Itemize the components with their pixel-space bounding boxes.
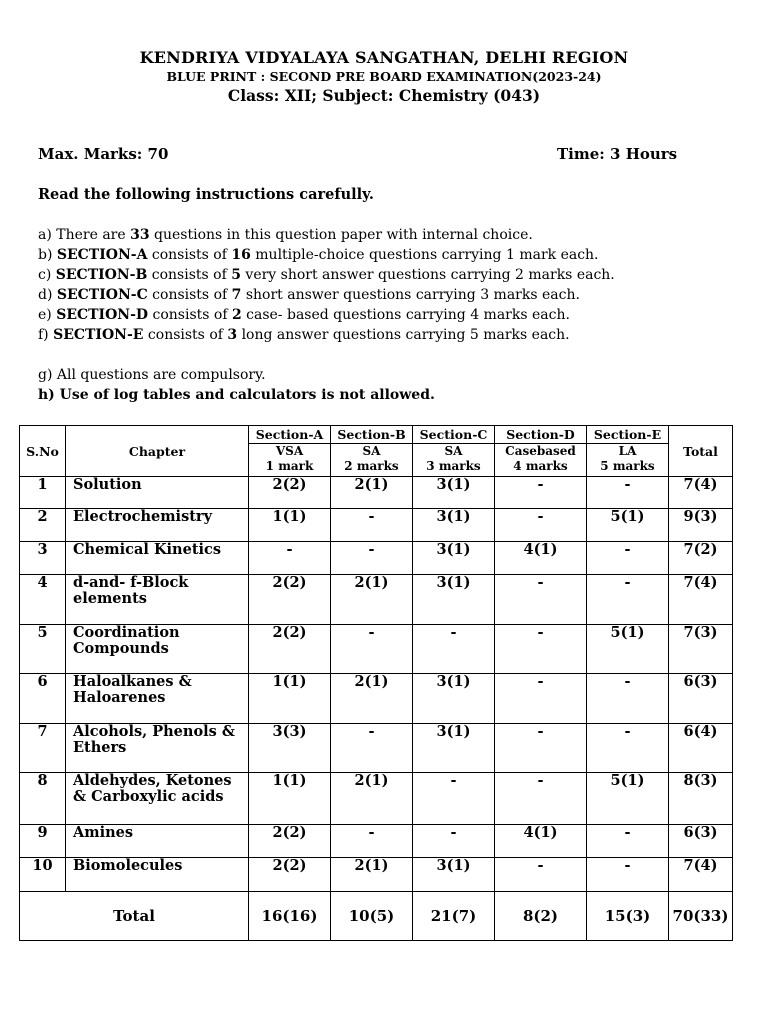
row-sno: 6 [20,674,66,724]
chapter-line: Haloalkanes & [73,673,192,690]
row-section-b: - [331,625,413,674]
totals-label: Total [20,892,249,941]
instruction-number: 33 [130,227,150,243]
instruction-e [38,307,570,323]
row-section-a: 2(2) [249,825,331,858]
instruction-text: long answer questions carrying 5 marks each. [237,327,570,343]
org-title: KENDRIYA VIDYALAYA SANGATHAN, DELHI REGION [139,48,629,67]
chapter-line: elements [73,590,147,607]
row-section-d: - [495,858,587,892]
row-chapter: Solution [66,477,249,509]
class-subject: Class: XII; Subject: Chemistry (043) [227,86,541,105]
chapter-line: & Carboxylic acids [73,788,224,805]
row-section-e: 5(1) [587,509,669,542]
row-sno: 8 [20,773,66,825]
row-section-c: 3(1) [413,858,495,892]
chapter-line: Ethers [73,739,127,756]
row-section-b: - [331,509,413,542]
question-type: Casebased [505,444,576,458]
row-total: 6(3) [669,674,733,724]
instruction-section: SECTION-B [55,267,148,283]
row-section-d: - [495,477,587,509]
table-row [20,858,733,892]
instruction-number: 7 [231,287,242,303]
subheader-a [249,444,331,477]
row-section-c: 3(1) [413,542,495,575]
header-section-a: Section-A [249,426,331,444]
row-section-e: - [587,858,669,892]
row-section-e: - [587,575,669,625]
row-chapter [66,724,249,773]
totals-section-d: 8(2) [495,892,587,941]
header-chapter: Chapter [66,426,249,477]
mark-value: 3 marks [426,459,481,473]
row-section-e: - [587,542,669,575]
instruction-text: short answer questions carrying 3 marks each. [241,287,580,303]
row-total: 6(3) [669,825,733,858]
totals-section-b: 10(5) [331,892,413,941]
row-sno: 2 [20,509,66,542]
row-section-d: 4(1) [495,825,587,858]
totals-grand: 70(33) [669,892,733,941]
row-section-a: - [249,542,331,575]
exam-title: BLUE PRINT : SECOND PRE BOARD EXAMINATION(2023-24) [166,69,602,84]
row-section-a: 3(3) [249,724,331,773]
instruction-section: SECTION-C [56,287,148,303]
subheader-d [495,444,587,477]
instruction-f [38,327,570,343]
row-sno: 4 [20,575,66,625]
header-section-b: Section-B [331,426,413,444]
instruction-a [38,227,533,243]
table-row [20,542,733,575]
row-chapter [66,625,249,674]
header-section-e: Section-E [587,426,669,444]
question-type: SA [362,444,381,458]
row-section-d: - [495,625,587,674]
instruction-text: b) [38,247,57,263]
chapter-line: Compounds [73,640,169,657]
instruction-number: 3 [227,327,238,343]
instruction-section: SECTION-A [56,247,148,263]
instruction-c [38,267,615,283]
row-section-d: - [495,509,587,542]
row-chapter [66,575,249,625]
row-section-b: 2(1) [331,674,413,724]
row-total: 7(4) [669,477,733,509]
row-chapter [66,674,249,724]
instruction-section: SECTION-D [56,307,149,323]
row-total: 7(3) [669,625,733,674]
row-total: 9(3) [669,509,733,542]
instruction-number: 16 [231,247,251,263]
row-chapter: Biomolecules [66,858,249,892]
instruction-section: SECTION-E [53,327,144,343]
row-section-d: - [495,773,587,825]
table-row [20,575,733,625]
instruction-b [38,247,599,263]
row-chapter [66,773,249,825]
totals-section-a: 16(16) [249,892,331,941]
mark-value: 1 mark [265,459,314,473]
instruction-text: consists of [147,287,232,303]
row-section-b: 2(1) [331,575,413,625]
row-section-e: - [587,477,669,509]
row-chapter: Electrochemistry [66,509,249,542]
row-section-e: 5(1) [587,773,669,825]
instruction-number: 2 [231,307,242,323]
row-section-d: - [495,724,587,773]
row-section-b: - [331,542,413,575]
row-section-d: - [495,575,587,625]
mark-value: 4 marks [513,459,568,473]
subheader-e [587,444,669,477]
header-total: Total [669,426,733,477]
table-row [20,625,733,674]
instruction-text: questions in this question paper with internal choice. [149,227,533,243]
instruction-d [38,287,580,303]
row-section-a: 1(1) [249,674,331,724]
subheader-b [331,444,413,477]
row-sno: 7 [20,724,66,773]
instruction-text: a) There are [38,227,131,243]
row-section-c: 3(1) [413,674,495,724]
table-row [20,477,733,509]
instruction-text: d) [38,287,57,303]
instruction-text: consists of [147,267,232,283]
row-section-c: - [413,625,495,674]
row-section-c: - [413,825,495,858]
instruction-text: c) [38,267,56,283]
chapter-line: Aldehydes, Ketones [73,772,232,789]
row-total: 6(4) [669,724,733,773]
chapter-line: Alcohols, Phenols & [73,723,235,740]
row-sno: 3 [20,542,66,575]
row-section-a: 1(1) [249,773,331,825]
row-chapter: Amines [66,825,249,858]
row-sno: 9 [20,825,66,858]
row-section-a: 2(2) [249,858,331,892]
question-type: VSA [275,444,304,458]
row-section-c: 3(1) [413,724,495,773]
row-sno: 1 [20,477,66,509]
question-type: LA [618,444,637,458]
row-section-d: - [495,674,587,724]
row-section-d: 4(1) [495,542,587,575]
row-section-e: - [587,724,669,773]
table-header-row [20,426,733,444]
row-section-a: 2(2) [249,575,331,625]
row-section-c: - [413,773,495,825]
instruction-text: e) [38,307,57,323]
mark-value: 2 marks [344,459,399,473]
totals-section-e: 15(3) [587,892,669,941]
table-row [20,825,733,858]
row-section-b: - [331,724,413,773]
row-section-a: 1(1) [249,509,331,542]
row-sno: 5 [20,625,66,674]
row-section-a: 2(2) [249,625,331,674]
row-section-b: 2(1) [331,477,413,509]
row-section-e: - [587,674,669,724]
row-total: 7(4) [669,575,733,625]
row-section-c: 3(1) [413,575,495,625]
totals-section-c: 21(7) [413,892,495,941]
instruction-number: 5 [231,267,241,283]
table-row [20,509,733,542]
row-section-a: 2(2) [249,477,331,509]
chapter-line: d-and- f-Block [73,574,189,591]
instruction-h: h) Use of log tables and calculators is not allowed. [38,387,435,403]
header-sno: S.No [20,426,66,477]
totals-row [20,892,733,941]
table-row [20,724,733,773]
chapter-line: Coordination [73,624,180,641]
blueprint-table [19,425,733,941]
row-section-e: - [587,825,669,858]
subheader-c [413,444,495,477]
instruction-text: consists of [148,307,232,323]
instruction-text: very short answer questions carrying 2 marks each. [240,267,615,283]
row-section-b: 2(1) [331,858,413,892]
time-allowed: Time: 3 Hours [557,145,678,163]
row-section-e: 5(1) [587,625,669,674]
question-type: SA [444,444,463,458]
instruction-text: multiple-choice questions carrying 1 mark each. [250,247,599,263]
header-section-c: Section-C [413,426,495,444]
instruction-text: case- based questions carrying 4 marks each. [241,307,570,323]
instruction-g: g) All questions are compulsory. [38,367,266,383]
instruction-text: consists of [143,327,228,343]
row-section-c: 3(1) [413,477,495,509]
table-row [20,674,733,724]
row-total: 8(3) [669,773,733,825]
table-row [20,773,733,825]
row-section-b: - [331,825,413,858]
instructions-heading: Read the following instructions carefully. [38,186,374,203]
instruction-text: consists of [147,247,232,263]
row-sno: 10 [20,858,66,892]
max-marks: Max. Marks: 70 [38,145,169,163]
row-section-b: 2(1) [331,773,413,825]
row-total: 7(2) [669,542,733,575]
chapter-line: Haloarenes [73,689,166,706]
header-section-d: Section-D [495,426,587,444]
row-section-c: 3(1) [413,509,495,542]
row-chapter: Chemical Kinetics [66,542,249,575]
instruction-text: f) [38,327,54,343]
mark-value: 5 marks [600,459,655,473]
row-total: 7(4) [669,858,733,892]
